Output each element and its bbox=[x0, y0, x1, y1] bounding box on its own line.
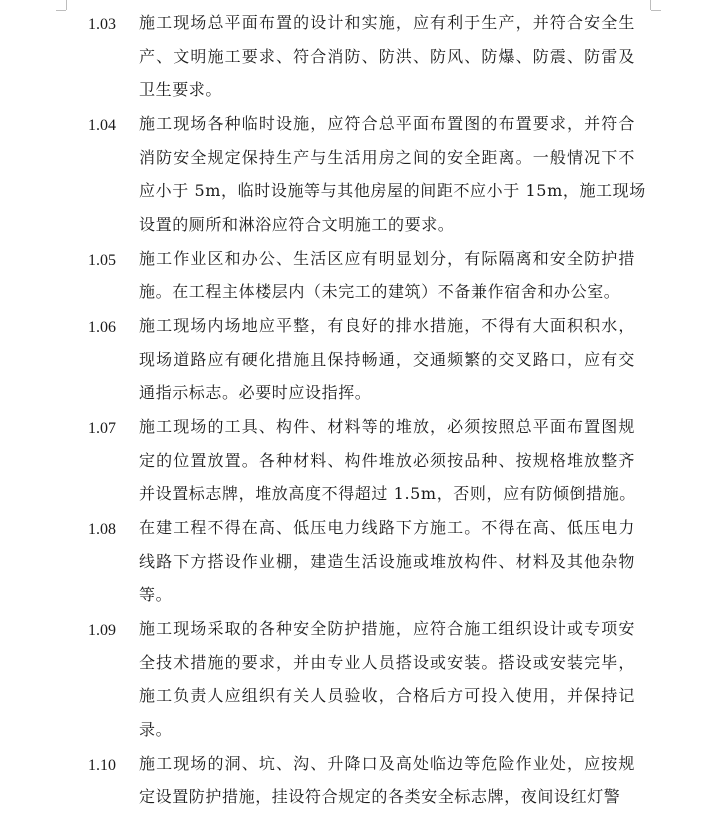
text-line: 录。 bbox=[139, 719, 173, 739]
text-line: 通指示标志。必要时应设指挥。 bbox=[139, 383, 372, 402]
text-line: 施工现场内场地应平整，有良好的排水措施，不得有大面积积水， bbox=[139, 316, 635, 335]
clause-text bbox=[139, 511, 635, 612]
text-line: 应小于 5m，临时设施等与其他房屋的间距不应小于 15m，施工现场 bbox=[139, 181, 646, 200]
text-line: 施工作业区和办公、生活区应有明显划分，有际隔离和安全防护措 bbox=[139, 248, 635, 268]
text-line: 全技术措施的要求，并由专业人员搭设或安装。搭设或安装完毕， bbox=[139, 652, 635, 672]
clause-text bbox=[139, 6, 635, 107]
clause-number: 1.10 bbox=[88, 756, 116, 774]
text-line: 在建工程不得在高、低压电力线路下方施工。不得在高、低压电力 bbox=[139, 518, 635, 537]
clause-number: 1.06 bbox=[88, 319, 116, 336]
text-line: 定的位置放置。各种材料、构件堆放必须按品种、按规格堆放整齐 bbox=[139, 450, 635, 470]
clause-number: 1.03 bbox=[88, 16, 116, 33]
clause-text bbox=[139, 410, 635, 511]
text-line: 施工现场的洞、坑、沟、升降口及高处临边等危险作业处，应按规 bbox=[139, 753, 635, 773]
text-line: 线路下方搭设作业棚，建造生活设施或堆放构件、材料及其他杂物 bbox=[139, 551, 635, 571]
clause-number: 1.04 bbox=[88, 117, 116, 134]
margin-corner-mark-right bbox=[650, 0, 651, 10]
clause-number: 1.07 bbox=[88, 420, 116, 437]
text-line: 施工负责人应组织有关人员验收，合格后方可投入使用，并保持记 bbox=[139, 686, 635, 705]
clause-text bbox=[139, 107, 646, 241]
margin-corner-mark-left bbox=[66, 0, 67, 10]
clause-text bbox=[139, 612, 635, 746]
text-line: 施工现场总平面布置的设计和实施，应有利于生产，并符合安全生 bbox=[139, 13, 635, 32]
clause-number: 1.08 bbox=[88, 521, 116, 538]
text-line: 并设置标志牌，堆放高度不得超过 1.5m，否则，应有防倾倒措施。 bbox=[139, 484, 636, 503]
text-line: 施工现场的工具、构件、材料等的堆放，必须按照总平面布置图规 bbox=[139, 417, 635, 436]
text-line: 等。 bbox=[139, 585, 173, 604]
margin-corner-mark-left-h bbox=[56, 10, 66, 11]
clause-text bbox=[139, 747, 635, 814]
text-line: 产、文明施工要求、符合消防、防洪、防风、防爆、防震、防雷及 bbox=[139, 46, 635, 66]
clause-text bbox=[139, 242, 635, 309]
text-line: 施工现场各种临时设施，应符合总平面布置图的布置要求，并符合 bbox=[139, 114, 635, 133]
text-line: 卫生要求。 bbox=[139, 80, 223, 99]
text-line: 施。在工程主体楼层内（未完工的建筑）不备兼作宿舍和办公室。 bbox=[139, 282, 621, 301]
margin-corner-mark-right-h bbox=[651, 10, 661, 11]
text-line: 定设置防护措施，挂设符合规定的各类安全标志牌，夜间设红灯警 bbox=[139, 787, 621, 806]
clause-number: 1.05 bbox=[88, 251, 116, 269]
text-line: 设置的厕所和淋浴应符合文明施工的要求。 bbox=[139, 214, 455, 234]
text-line: 消防安全规定保持生产与生活用房之间的安全距离。一般情况下不 bbox=[139, 147, 635, 167]
clause-text bbox=[139, 309, 635, 410]
text-line: 施工现场采取的各种安全防护措施，应符合施工组织设计或专项安 bbox=[139, 619, 635, 638]
clause-number: 1.09 bbox=[88, 622, 116, 639]
text-line: 现场道路应有硬化措施且保持畅通，交通频繁的交叉路口，应有交 bbox=[139, 349, 635, 369]
